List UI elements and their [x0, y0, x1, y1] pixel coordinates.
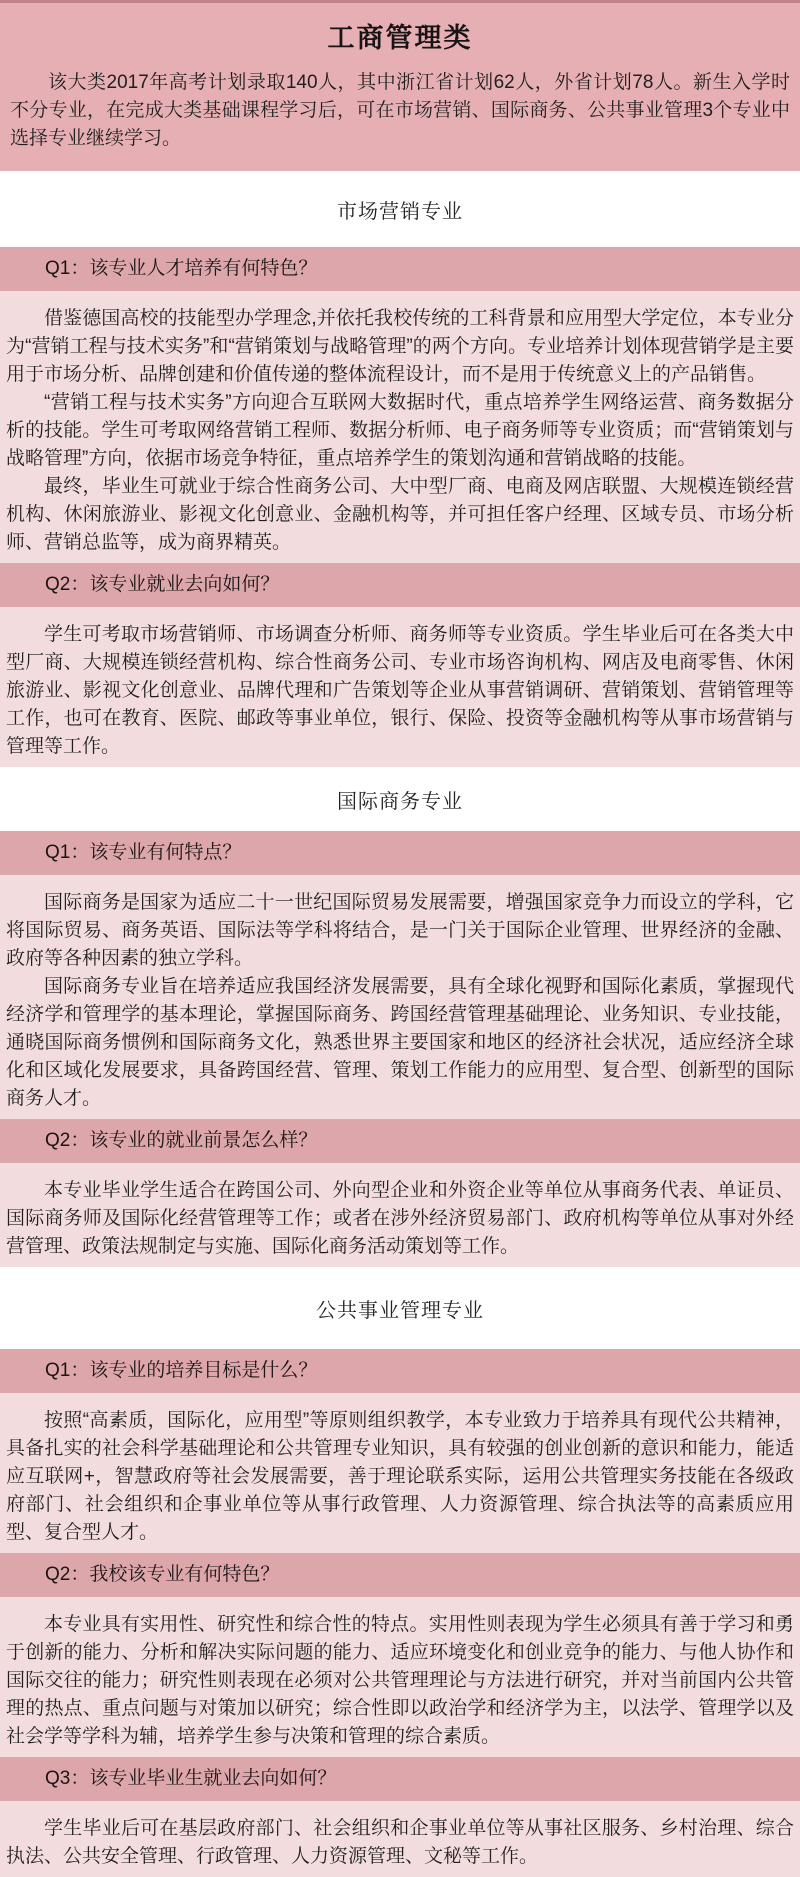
answer-paragraph: 国际商务是国家为适应二十一世纪国际贸易发展需要，增强国家竞争力而设立的学科，它将国际贸易、商务英语、国际法等学科将结合，是一门关于国际企业管理、世界经济的金融、政府等各种因素的独立学科。: [6, 892, 794, 969]
page-title: 工商管理类: [327, 23, 473, 53]
question-text: Q3：该专业毕业生就业去向如何？: [45, 1768, 337, 1789]
answer-block: [0, 1597, 800, 1757]
answer-block: [0, 1163, 800, 1267]
question-band: [0, 831, 800, 875]
question-band: [0, 1553, 800, 1597]
question-text: Q1：该专业有何特点？: [45, 842, 242, 863]
question-band: [0, 1119, 800, 1163]
answer-block: [0, 875, 800, 1119]
answer-paragraph: 借鉴德国高校的技能型办学理念,并依托我校传统的工科背景和应用型大学定位，本专业分为“营销工程与技术实务”和“营销策划与战略管理”的两个方向。专业培养计划体现营销学是主要用于市场分析、品牌创建和价值传递的整体流程设计，而不是用于传统意义上的产品销售。: [6, 308, 794, 385]
answer-paragraph: 学生可考取市场营销师、市场调查分析师、商务师等专业资质。学生毕业后可在各类大中型厂商、大规模连锁经营机构、综合性商务公司、专业市场咨询机构、网店及电商零售、休闲旅游业、影视文化创意业、品牌代理和广告策划等企业从事营销调研、营销策划、营销管理等工作，也可在教育、医院、邮政等事业单位，银行、保险、投资等金融机构等从事市场营销与管理等工作。: [6, 624, 794, 757]
section-title-international-business: [0, 767, 800, 831]
section-title-text: 国际商务专业: [337, 790, 463, 813]
question-text: Q2：我校该专业有何特色？: [45, 1564, 280, 1585]
section-title-text: 公共事业管理专业: [316, 1299, 484, 1322]
question-band: [0, 563, 800, 607]
section-title-text: 市场营销专业: [337, 200, 463, 223]
section-title-public-administration: [0, 1267, 800, 1349]
question-text: Q1：该专业人才培养有何特色？: [45, 258, 318, 279]
answer-block: [0, 1393, 800, 1553]
answer-paragraph: 最终，毕业生可就业于综合性商务公司、大中型厂商、电商及网店联盟、大规模连锁经营机构、休闲旅游业、影视文化创意业、金融机构等，并可担任客户经理、区域专员、市场分析师、营销总监等，成为商界精英。: [6, 476, 794, 553]
section-body-marketing: [0, 247, 800, 767]
question-band: [0, 1757, 800, 1801]
section-title-marketing: [0, 171, 800, 247]
answer-paragraph: 按照“高素质，国际化，应用型”等原则组织教学，本专业致力于培养具有现代公共精神，具备扎实的社会科学基础理论和公共管理专业知识，具有较强的创业创新的意识和能力，能适应互联网+，智慧政府等社会发展需要，善于理论联系实际，运用公共管理实务技能在各级政府部门、社会组织和企事业单位等从事行政管理、人力资源管理、综合执法等的高素质应用型、复合型人才。: [6, 1410, 794, 1543]
question-text: Q2：该专业就业去向如何？: [45, 574, 280, 595]
question-band: [0, 247, 800, 291]
section-body-international-business: [0, 831, 800, 1267]
intro-paragraph: 该大类2017年高考计划录取140人，其中浙江省计划62人，外省计划78人。新生入学时不分专业，在完成大类基础课程学习后，可在市场营销、国际商务、公共事业管理3个专业中选择专业继续学习。: [10, 72, 790, 149]
question-band: [0, 1349, 800, 1393]
section-body-public-administration: [0, 1349, 800, 1877]
answer-paragraph: 国际商务专业旨在培养适应我国经济发展需要，具有全球化视野和国际化素质，掌握现代经济学和管理学的基本理论，掌握国际商务、跨国经营管理基础理论、业务知识、专业技能，通晓国际商务惯例和国际商务文化，熟悉世界主要国家和地区的经济社会状况，适应经济全球化和区域化发展要求，具备跨国经营、管理、策划工作能力的应用型、复合型、创新型的国际商务人才。: [6, 976, 794, 1109]
answer-paragraph: 学生毕业后可在基层政府部门、社会组织和企事业单位等从事社区服务、乡村治理、综合执法、公共安全管理、行政管理、人力资源管理、文秘等工作。: [6, 1818, 794, 1867]
answer-paragraph: “营销工程与技术实务”方向迎合互联网大数据时代，重点培养学生网络运营、商务数据分析的技能。学生可考取网络营销工程师、数据分析师、电子商务师等专业资质；而“营销策划与战略管理”方向，依据市场竞争特征，重点培养学生的策划沟通和营销战略的技能。: [6, 392, 794, 469]
header-block: [0, 3, 800, 171]
answer-block: [0, 291, 800, 563]
question-text: Q2：该专业的就业前景怎么样？: [45, 1130, 318, 1151]
answer-paragraph: 本专业具有实用性、研究性和综合性的特点。实用性则表现为学生必须具有善于学习和勇于创新的能力、分析和解决实际问题的能力、适应环境变化和创业竞争的能力、与他人协作和国际交往的能力；研究性则表现在必须对公共管理理论与方法进行研究，并对当前国内公共管理的热点、重点问题与对策加以研究；综合性即以政治学和经济学为主，以法学、管理学以及社会学等学科为辅，培养学生参与决策和管理的综合素质。: [6, 1614, 794, 1747]
question-text: Q1：该专业的培养目标是什么？: [45, 1360, 318, 1381]
answer-block: [0, 607, 800, 767]
answer-paragraph: 本专业毕业学生适合在跨国公司、外向型企业和外资企业等单位从事商务代表、单证员、国际商务师及国际化经营管理等工作；或者在涉外经济贸易部门、政府机构等单位从事对外经营管理、政策法规制定与实施、国际化商务活动策划等工作。: [6, 1180, 794, 1257]
answer-block: [0, 1801, 800, 1877]
